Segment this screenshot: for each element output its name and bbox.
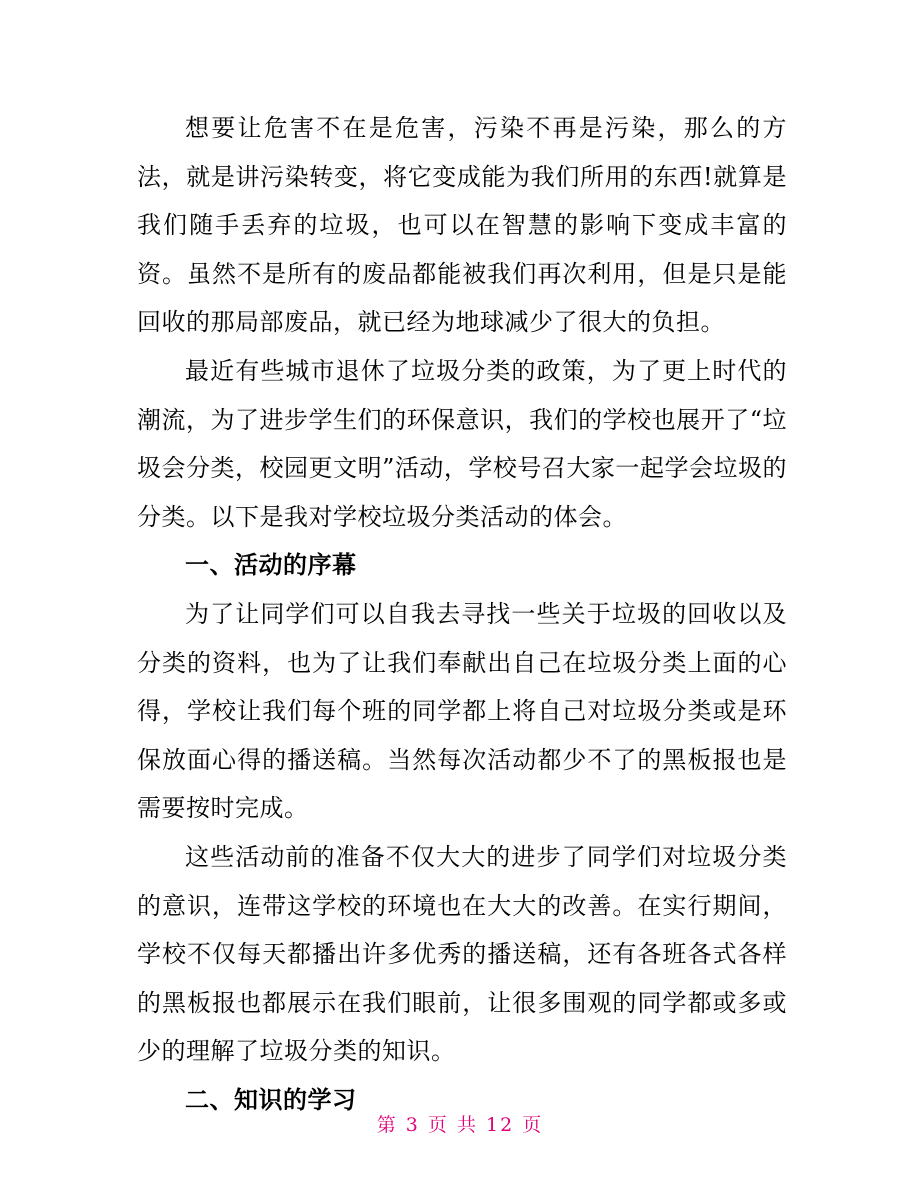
paragraph-activity-preparation: 为了让同学们可以自我去寻找一些关于垃圾的回收以及分类的资料，也为了让我们奉献出自己在垃圾分类上面的心得，学校让我们每个班的同学都上将自己对垃圾分类或是环保放面心得的播送稿。当然每次活动都少不了的黑板报也是需要按时完成。 bbox=[137, 599, 787, 823]
page-number-footer: 第 3 页 共 12 页 bbox=[376, 1114, 544, 1136]
heading-activity-prelude: 一、活动的序幕 bbox=[185, 550, 357, 580]
paragraph-hazard-transform: 想要让危害不在是危害，污染不再是污染，那么的方法，就是讲污染转变，将它变成能为我们所用的东西!就算是我们随手丢弃的垃圾，也可以在智慧的影响下变成丰富的资。虽然不是所有的废品都能被我们再次利用，但是只是能回收的那局部废品，就已经为地球减少了很大的负担。 bbox=[137, 114, 787, 337]
paragraph-activity-intro: 最近有些城市退休了垃圾分类的政策，为了更上时代的潮流，为了进步学生们的环保意识，我们的学校也展开了“垃圾会分类，校园更文明”活动，学校号召大家一起学会垃圾的分类。以下是我对学校垃圾分类活动的体会。 bbox=[137, 356, 787, 531]
document-body bbox=[137, 104, 787, 1124]
paragraph-activity-effects: 这些活动前的准备不仅大大的进步了同学们对垃圾分类的意识，连带这学校的环境也在大大的改善。在实行期间，学校不仅每天都播出许多优秀的播送稿，还有各班各式各样的黑板报也都展示在我们眼前，让很多围观的同学都或多或少的理解了垃圾分类的知识。 bbox=[137, 842, 787, 1066]
heading-knowledge-learning: 二、知识的学习 bbox=[185, 1084, 357, 1114]
